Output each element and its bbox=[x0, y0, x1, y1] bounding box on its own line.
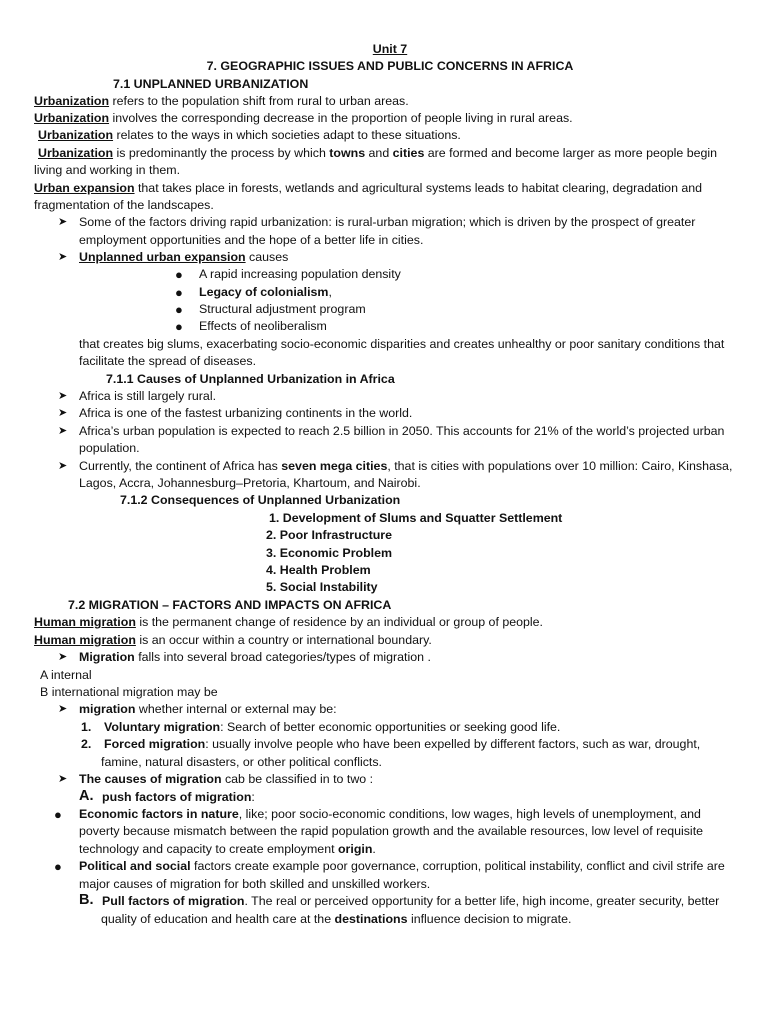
arrow-bullet-icon: ➤ bbox=[58, 390, 68, 402]
pull-factors-cont: quality of education and health care at the destinations influence decision to migrate. bbox=[101, 912, 572, 926]
dot-bullet-icon: ● bbox=[54, 807, 62, 822]
political-social-factors-cont: major causes of migration for both skilled and unskilled workers. bbox=[79, 877, 431, 891]
dot-bullet-icon: ● bbox=[175, 285, 183, 300]
arrow-bullet-icon: ➤ bbox=[58, 216, 68, 228]
push-factors-heading: push factors of migration: bbox=[102, 790, 255, 804]
term-urbanization: Urbanization bbox=[38, 128, 114, 142]
causes-effect-text: that creates big slums, exacerbating socio-economic disparities and creates unhealthy or poor sanitary conditions that bbox=[79, 337, 725, 351]
arrow-bullet-icon: ➤ bbox=[58, 460, 68, 472]
dot-bullet-icon: ● bbox=[54, 859, 62, 874]
letter-a: A. bbox=[79, 788, 94, 804]
section-7-1-2-heading: 7.1.2 Consequences of Unplanned Urbanization bbox=[120, 493, 401, 507]
consequence-2: 2. Poor Infrastructure bbox=[266, 528, 392, 542]
cause-item-2: Legacy of colonialism, bbox=[199, 285, 332, 299]
dot-bullet-icon: ● bbox=[175, 319, 183, 334]
cause-item-3: Structural adjustment program bbox=[199, 302, 366, 316]
consequence-4: 4. Health Problem bbox=[266, 563, 371, 577]
cause-item-1: A rapid increasing population density bbox=[199, 267, 401, 281]
cause-fact-4-cont: Lagos, Accra, Johannesburg–Pretoria, Khartoum, and Nairobi. bbox=[79, 476, 421, 490]
numbered-forced-cont: famine, natural disasters, or other political conflicts. bbox=[101, 755, 382, 769]
bullet-migration-categories: Migration falls into several broad categories/types of migration . bbox=[79, 650, 431, 664]
bullet-factors: Some of the factors driving rapid urbanization: is rural-urban migration; which is driven by the prospect of greater bbox=[79, 215, 696, 229]
cause-item-4: Effects of neoliberalism bbox=[199, 319, 327, 333]
dot-bullet-icon: ● bbox=[175, 267, 183, 282]
arrow-bullet-icon: ➤ bbox=[58, 773, 68, 785]
causes-effect-text-cont: facilitate the spread of diseases. bbox=[79, 354, 257, 368]
paragraph-human-migration-1: Human migration is the permanent change of residence by an individual or group of people. bbox=[34, 615, 543, 629]
arrow-bullet-icon: ➤ bbox=[58, 651, 68, 663]
term-urban-expansion: Urban expansion bbox=[34, 181, 135, 195]
term-human-migration: Human migration bbox=[34, 615, 136, 629]
bullet-migration-types: migration whether internal or external may be: bbox=[79, 702, 337, 716]
term-human-migration: Human migration bbox=[34, 633, 136, 647]
bullet-causes-of-migration: The causes of migration cab be classified in to two : bbox=[79, 772, 374, 786]
term-urbanization: Urbanization bbox=[34, 111, 110, 125]
type-international: B international migration may be bbox=[40, 685, 218, 699]
paragraph-human-migration-2: Human migration is an occur within a country or international boundary. bbox=[34, 633, 432, 647]
political-social-factors: Political and social factors create example poor governance, corruption, political instability, conflict and civil strife are bbox=[79, 859, 725, 873]
paragraph-urbanization-4-cont: living and working in them. bbox=[34, 163, 181, 177]
type-internal: A internal bbox=[40, 668, 92, 682]
consequence-3: 3. Economic Problem bbox=[266, 546, 393, 560]
economic-factors: Economic factors in nature, like; poor socio-economic conditions, low wages, high levels of unemployment, and bbox=[79, 807, 701, 821]
chapter-title: 7. GEOGRAPHIC ISSUES AND PUBLIC CONCERNS IN AFRICA bbox=[206, 59, 574, 73]
cause-fact-2: Africa is one of the fastest urbanizing continents in the world. bbox=[79, 406, 413, 420]
term-urbanization: Urbanization bbox=[34, 94, 110, 108]
number-1: 1. bbox=[81, 720, 92, 734]
arrow-bullet-icon: ➤ bbox=[58, 251, 68, 263]
arrow-bullet-icon: ➤ bbox=[58, 703, 68, 715]
paragraph-urban-expansion-cont: fragmentation of the landscapes. bbox=[34, 198, 214, 212]
section-7-1-heading: 7.1 UNPLANNED URBANIZATION bbox=[113, 77, 309, 91]
number-2: 2. bbox=[81, 737, 92, 751]
paragraph-urbanization-4: Urbanization is predominantly the process by which towns and cities are formed and become larger as more people begin bbox=[38, 146, 718, 160]
consequence-5: 5. Social Instability bbox=[266, 580, 378, 594]
arrow-bullet-icon: ➤ bbox=[58, 425, 68, 437]
numbered-voluntary: Voluntary migration: Search of better economic opportunities or seeking good life. bbox=[104, 720, 561, 734]
section-7-1-1-heading: 7.1.1 Causes of Unplanned Urbanization in Africa bbox=[106, 372, 395, 386]
economic-factors-cont: poverty because mismatch between the rapid population growth and the available resources, low level of requisite bbox=[79, 824, 704, 838]
paragraph-urbanization-1: Urbanization refers to the population shift from rural to urban areas. bbox=[34, 94, 409, 108]
consequence-1: 1. Development of Slums and Squatter Settlement bbox=[269, 511, 563, 525]
economic-factors-cont2: technology and capacity to create employment origin. bbox=[79, 842, 376, 856]
paragraph-urbanization-2: Urbanization involves the corresponding decrease in the proportion of people living in rural areas. bbox=[34, 111, 573, 125]
letter-b: B. bbox=[79, 892, 94, 908]
bullet-unplanned: Unplanned urban expansion causes bbox=[79, 250, 289, 264]
bullet-factors-cont: employment opportunities and the hope of a better life in cities. bbox=[79, 233, 424, 247]
dot-bullet-icon: ● bbox=[175, 302, 183, 317]
paragraph-urbanization-3: Urbanization relates to the ways in which societies adapt to these situations. bbox=[38, 128, 461, 142]
term-unplanned-expansion: Unplanned urban expansion bbox=[79, 250, 246, 264]
cause-fact-4: Currently, the continent of Africa has seven mega cities, that is cities with populations over 10 million: Cairo, Kinshasa, bbox=[79, 459, 733, 473]
numbered-forced: Forced migration: usually involve people who have been expelled by different factors, such as war, drought, bbox=[104, 737, 701, 751]
cause-fact-3: Africa’s urban population is expected to reach 2.5 billion in 2050. This accounts for 21% of the world’s projected urban bbox=[79, 424, 725, 438]
term-urbanization: Urbanization bbox=[38, 146, 114, 160]
unit-title: Unit 7 bbox=[372, 42, 408, 56]
section-7-2-heading: 7.2 MIGRATION – FACTORS AND IMPACTS ON AFRICA bbox=[68, 598, 392, 612]
paragraph-urban-expansion: Urban expansion that takes place in forests, wetlands and agricultural systems leads to habitat clearing, degradation and bbox=[34, 181, 703, 195]
pull-factors: Pull factors of migration. The real or perceived opportunity for a better life, high income, greater security, better bbox=[102, 894, 720, 908]
cause-fact-1: Africa is still largely rural. bbox=[79, 389, 217, 403]
arrow-bullet-icon: ➤ bbox=[58, 407, 68, 419]
cause-fact-3-cont: population. bbox=[79, 441, 140, 455]
